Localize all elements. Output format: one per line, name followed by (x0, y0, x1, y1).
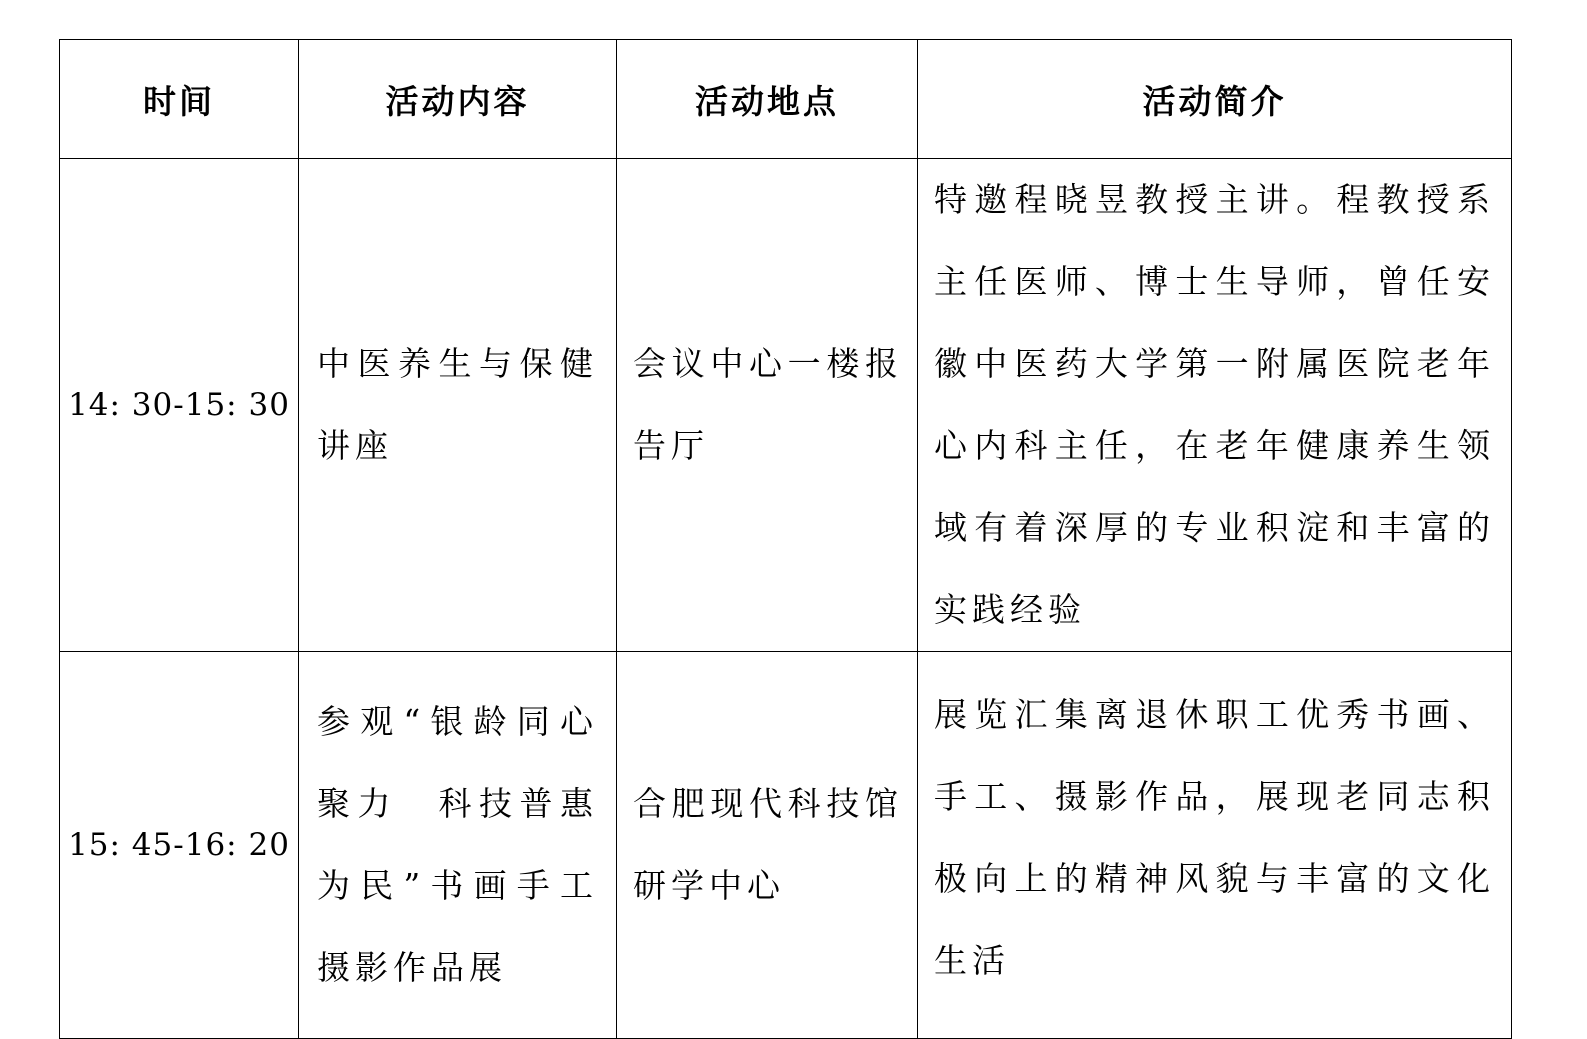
header-intro: 活动简介 (918, 40, 1512, 159)
header-time: 时间 (60, 40, 299, 159)
table-row (60, 652, 1512, 1039)
table-header-row (60, 40, 1512, 159)
cell-intro: 特邀程晓昱教授主讲。程教授系主任医师、博士生导师，曾任安徽中医药大学第一附属医院老年心内科主任，在老年健康养生领域有着深厚的专业积淀和丰富的实践经验 (918, 159, 1512, 652)
cell-place: 会议中心一楼报告厅 (617, 159, 918, 652)
table-row (60, 159, 1512, 652)
cell-time: 15: 45-16: 20 (60, 652, 299, 1039)
cell-time: 14: 30-15: 30 (60, 159, 299, 652)
cell-content: 中医养生与保健讲座 (299, 159, 617, 652)
cell-intro: 展览汇集离退休职工优秀书画、手工、摄影作品，展现老同志积极向上的精神风貌与丰富的文化生活 (918, 652, 1512, 1039)
header-content: 活动内容 (299, 40, 617, 159)
cell-place: 合肥现代科技馆研学中心 (617, 652, 918, 1039)
header-place: 活动地点 (617, 40, 918, 159)
activity-schedule-table (59, 39, 1512, 1039)
cell-content: 参观“银龄同心聚力 科技普惠为民”书画手工摄影作品展 (299, 652, 617, 1039)
